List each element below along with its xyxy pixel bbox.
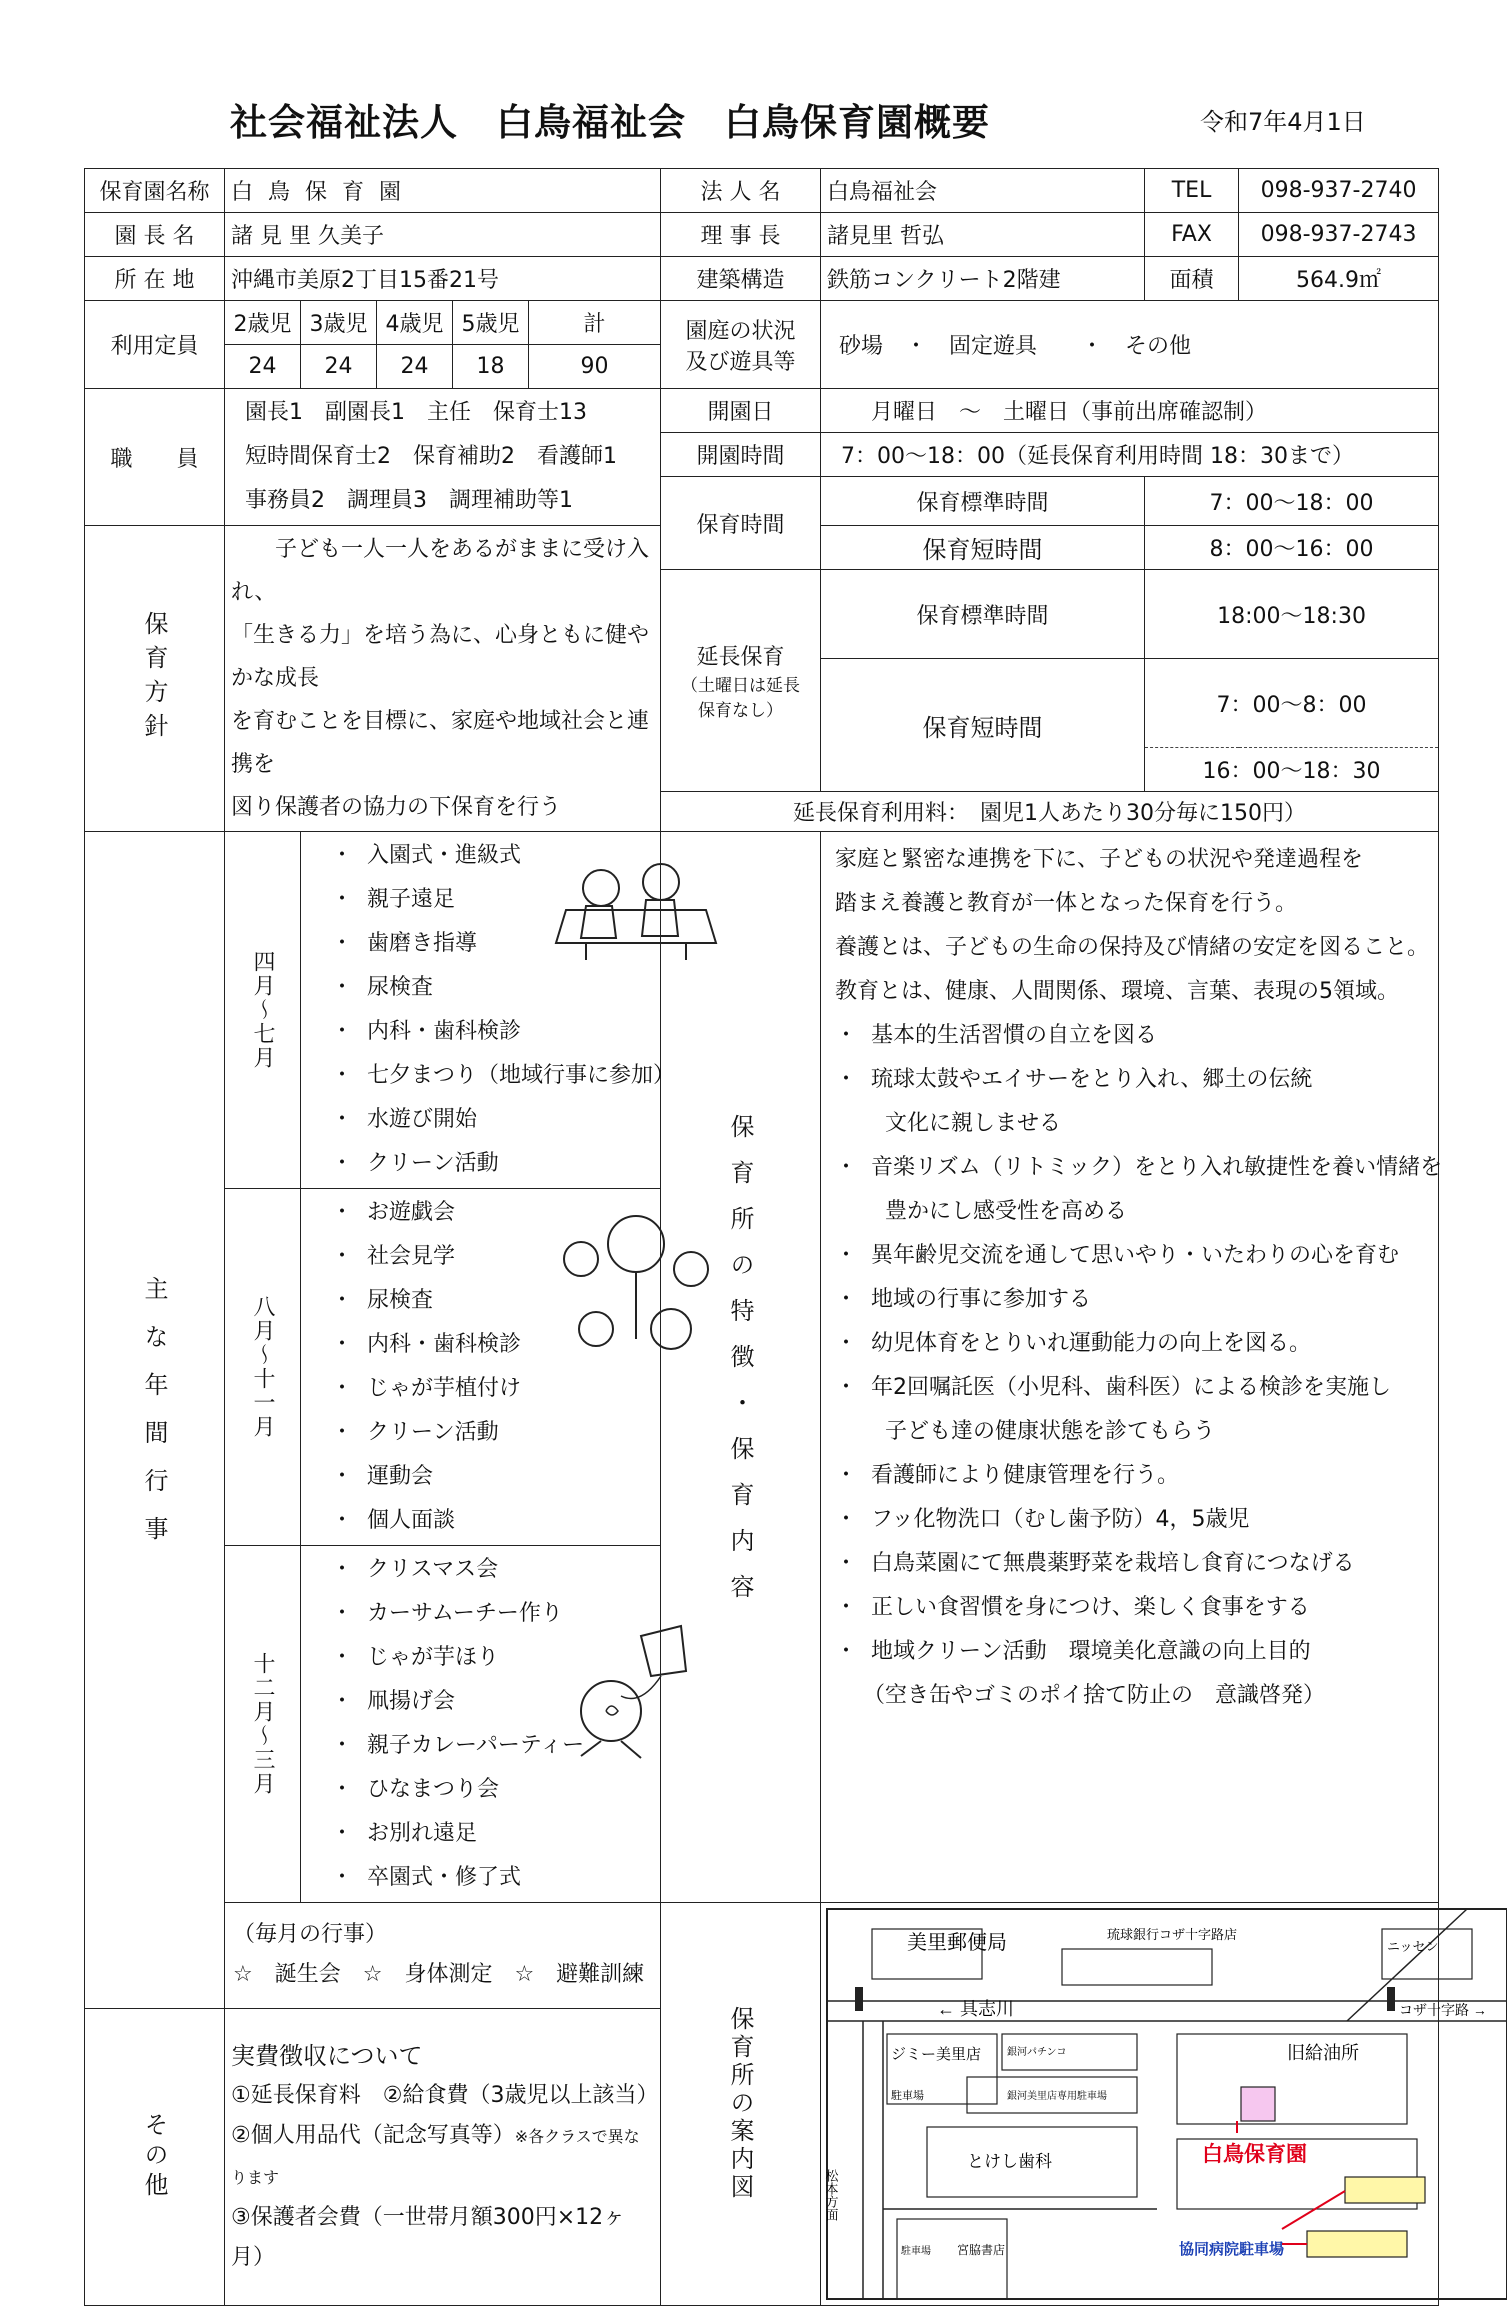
tel-value: 098-937-2740 xyxy=(1239,169,1439,213)
events-list-1 xyxy=(301,832,676,1189)
building-label: 建築構造 xyxy=(661,257,821,301)
policy-label-text: 保育方針 xyxy=(140,610,168,747)
policy-text xyxy=(225,526,661,832)
area-value: 564.9㎡ xyxy=(1239,257,1439,301)
feature-bullet: ・ 音楽リズム（リトミック）をとり入れ敏捷性を養い情緒を xyxy=(835,1146,1432,1190)
events-period-1 xyxy=(225,832,301,1189)
name-value: 白 鳥 保 育 園 xyxy=(225,169,661,213)
ext-short-value-2: 16：00～18：30 xyxy=(1145,748,1439,792)
capacity-header: 計 xyxy=(529,301,661,345)
event-item: ・ 尿検査 xyxy=(331,1279,654,1323)
map-parking2: 駐車場 xyxy=(901,2246,932,2257)
feature-bullet-cont: 文化に親しませる xyxy=(863,1111,1062,1136)
yard-label-1: 園庭の状況 xyxy=(685,318,796,344)
map-cell xyxy=(821,1903,1487,2306)
capacity-value: 24 xyxy=(377,345,453,389)
event-item: ・ 個人面談 xyxy=(331,1499,654,1543)
care-short-label: 保育短時間 xyxy=(821,526,1145,570)
event-item: ・ 卒園式・修了式 xyxy=(331,1856,654,1900)
other-line: 実費徴収について xyxy=(231,2041,423,2070)
map-jimmy: ジミー美里店 xyxy=(891,2046,982,2063)
other-text xyxy=(225,2008,661,2305)
staff-line: 短時間保育士2 保育補助2 看護師1 xyxy=(245,444,617,469)
children-ballgame-illustration xyxy=(541,1209,731,1379)
ext-std-label: 保育標準時間 xyxy=(821,570,1145,659)
event-item: ・ 尿検査 xyxy=(331,966,654,1010)
feature-bullet: ・ フッ化物洗口（むし歯予防）4，5歳児 xyxy=(835,1498,1432,1542)
map-ginga: 銀河パチンコ xyxy=(1007,2047,1067,2058)
event-item: ・ 運動会 xyxy=(331,1455,654,1499)
map-old-gas: 旧給油所 xyxy=(1287,2043,1360,2063)
capacity-header: 3歳児 xyxy=(301,301,377,345)
other-label-text: その他 xyxy=(140,2111,168,2202)
capacity-label: 利用定員 xyxy=(85,301,225,389)
event-item: ・ クリスマス会 xyxy=(331,1548,654,1592)
events-list-2 xyxy=(301,1189,661,1546)
ext-label xyxy=(661,570,821,792)
events-period-2 xyxy=(225,1189,301,1546)
capacity-header: 4歳児 xyxy=(377,301,453,345)
events-label-text: 主な年間行事 xyxy=(140,1275,168,1564)
event-item: ・ ひなまつり会 xyxy=(331,1768,654,1812)
care-short-value: 8：00～16：00 xyxy=(1145,526,1439,570)
fax-label: FAX xyxy=(1145,213,1239,257)
feature-bullet: ・ 基本的生活習慣の自立を図る xyxy=(835,1014,1432,1058)
open-time-label: 開園時間 xyxy=(661,433,821,477)
event-item: ・ じゃが芋植付け xyxy=(331,1367,654,1411)
map-parking1: 駐車場 xyxy=(891,2090,925,2102)
event-item: ・ 七夕まつり（地域行事に参加） xyxy=(331,1054,654,1098)
policy-line: 「生きる力」を培う為に、心身ともに健やかな成長 xyxy=(231,623,650,691)
overview-table xyxy=(84,168,1487,2306)
feature-bullet: ・ 地域クリーン活動 環境美化意識の向上目的 xyxy=(835,1630,1432,1674)
feature-bullet: ・ 地域の行事に参加する xyxy=(835,1278,1432,1322)
care-std-value: 7：00～18：00 xyxy=(1145,477,1439,526)
feature-bullet: ・ 正しい食習慣を身につけ、楽しく食事をする xyxy=(835,1586,1432,1630)
other-label xyxy=(85,2008,225,2305)
capacity-value: 24 xyxy=(225,345,301,389)
event-item: ・ 凧揚げ会 xyxy=(331,1680,654,1724)
feature-bullet-cont: 豊かにし感受性を高める xyxy=(863,1199,1128,1224)
page-title: 社会福祉法人 白鳥福祉会 白鳥保育園概要 xyxy=(230,101,990,144)
address-label: 所 在 地 xyxy=(85,257,225,301)
features-line: 養護とは、子どもの生命の保持及び情緒の安定を図ること。 xyxy=(835,935,1430,960)
area-label: 面積 xyxy=(1145,257,1239,301)
features-line: 家庭と緊密な連携を下に、子どもの状況や発達過程を xyxy=(835,847,1364,872)
other-line-with-note xyxy=(231,2116,654,2198)
address-value: 沖縄市美原2丁目15番21号 xyxy=(225,257,661,301)
events-period-3-text: 十二月～三月 xyxy=(250,1652,275,1796)
feature-bullet-cont: （空き缶やゴミのポイ捨て防止の 意識啓発） xyxy=(863,1683,1326,1708)
other-note: ※各クラスで異なります xyxy=(231,2126,640,2187)
children-picnic-illustration xyxy=(546,848,726,973)
event-item: ・ 歯磨き指導 xyxy=(331,922,654,966)
map-label xyxy=(661,1903,821,2306)
capacity-header: 5歳児 xyxy=(453,301,529,345)
staff-label: 職 員 xyxy=(85,389,225,526)
director-label: 園 長 名 xyxy=(85,213,225,257)
open-time-value: 7：00～18：00（延長保育利用時間 18：30まで） xyxy=(821,433,1439,477)
ext-short-value-1: 7：00～8：00 xyxy=(1145,659,1439,748)
event-item: ・ カーサムーチー作り xyxy=(331,1592,654,1636)
events-period-1-text: 四月～七月 xyxy=(250,950,275,1070)
feature-bullet: ・ 幼児体育をとりいれ運動能力の向上を図る。 xyxy=(835,1322,1432,1366)
map-ginga-parking: 銀河美里店専用駐車場 xyxy=(1007,2091,1108,2102)
event-item: ・ 水遊び開始 xyxy=(331,1098,654,1142)
feature-bullet-cont: 子ども達の健康状態を診てもらう xyxy=(863,1419,1216,1444)
event-item: ・ 親子カレーパーティー xyxy=(331,1724,654,1768)
map-hospital: 協同病院駐車場 xyxy=(1179,2241,1285,2258)
map-gushikawa: ← 具志川 xyxy=(937,1999,1015,2019)
ext-short-label: 保育短時間 xyxy=(821,659,1145,792)
events-label xyxy=(85,832,225,2009)
corp-value: 白鳥福祉会 xyxy=(821,169,1145,213)
features-line: 踏まえ養護と教育が一体となった保育を行う。 xyxy=(835,891,1298,916)
feature-bullet: ・ 琉球太鼓やエイサーをとり入れ、郷土の伝統 xyxy=(835,1058,1432,1102)
monthly-events xyxy=(225,1903,661,2009)
chair-value: 諸見里 哲弘 xyxy=(821,213,1145,257)
map-nissen: ニッセン xyxy=(1387,1939,1439,1954)
ext-std-value: 18:00～18:30 xyxy=(1145,570,1439,659)
events-period-3 xyxy=(225,1546,301,1903)
event-item: ・ お別れ遠足 xyxy=(331,1812,654,1856)
corp-label: 法 人 名 xyxy=(661,169,821,213)
event-item: ・ 親子遠足 xyxy=(331,878,654,922)
yard-value: 砂場 ・ 固定遊具 ・ その他 xyxy=(821,301,1439,389)
ext-fee: 延長保育利用料： 園児1人あたり30分毎に150円） xyxy=(661,792,1439,832)
open-day-value: 月曜日 ～ 土曜日（事前出席確認制） xyxy=(821,389,1439,433)
other-line: ①延長保育料 ②給食費（3歳児以上該当） xyxy=(231,2082,659,2108)
name-label: 保育園名称 xyxy=(85,169,225,213)
tel-label: TEL xyxy=(1145,169,1239,213)
feature-bullet: ・ 年2回嘱託医（小児科、歯科医）による検診を実施し xyxy=(835,1366,1432,1410)
capacity-value: 24 xyxy=(301,345,377,389)
features-label-text: 保育所の特徴・保育内容 xyxy=(726,1114,755,1620)
event-item: ・ 内科・歯科検診 xyxy=(331,1010,654,1054)
director-value: 諸 見 里 久美子 xyxy=(225,213,661,257)
location-map xyxy=(823,1909,1507,2299)
feature-bullet: ・ 看護師により健康管理を行う。 xyxy=(835,1454,1432,1498)
care-std-label: 保育標準時間 xyxy=(821,477,1145,526)
capacity-header: 2歳児 xyxy=(225,301,301,345)
events-period-2-text: 八月～十一月 xyxy=(250,1295,275,1439)
ext-note-2: 保育なし） xyxy=(698,701,784,721)
yard-label-2: 及び遊具等 xyxy=(685,349,796,375)
map-post-office: 美里郵便局 xyxy=(907,1932,1008,1954)
map-miyazato: 宮脇書店 xyxy=(957,2243,1006,2257)
map-toge: とけし歯科 xyxy=(967,2152,1053,2171)
event-item: ・ クリーン活動 xyxy=(331,1411,654,1455)
chair-label: 理 事 長 xyxy=(661,213,821,257)
feature-bullet: ・ 白鳥菜園にて無農薬野菜を栽培し食育につなげる xyxy=(835,1542,1432,1586)
care-label: 保育時間 xyxy=(661,477,821,570)
feature-bullet: ・ 異年齢児交流を通して思いやり・いたわりの心を育む xyxy=(835,1234,1432,1278)
child-kite-illustration xyxy=(521,1626,731,1766)
policy-label xyxy=(85,526,225,832)
event-item: ・ お遊戯会 xyxy=(331,1191,654,1235)
date: 令和7年4月1日 xyxy=(1200,108,1366,136)
open-day-label: 開園日 xyxy=(661,389,821,433)
other-line: ②個人用品代（記念写真等） xyxy=(231,2122,515,2148)
event-item: ・ 内科・歯科検診 xyxy=(331,1323,654,1367)
map-label-text: 保育所の案内図 xyxy=(726,2006,755,2202)
map-nursery: 白鳥保育園 xyxy=(1202,2143,1308,2166)
building-value: 鉄筋コンクリート2階建 xyxy=(821,257,1145,301)
features-text xyxy=(821,832,1443,1903)
monthly-items: ☆ 誕生会 ☆ 身体測定 ☆ 避難訓練 xyxy=(233,1962,645,1988)
map-koza: コザ十字路 → xyxy=(1399,2002,1487,2018)
ext-label-text: 延長保育 xyxy=(696,645,785,670)
policy-line: 子ども一人一人をあるがままに受け入れ、 xyxy=(231,537,650,605)
other-line: ③保護者会費（一世帯月額300円×12ヶ月） xyxy=(231,2204,626,2270)
policy-line: 図り保護者の協力の下保育を行う xyxy=(231,795,562,820)
event-item: ・ クリーン活動 xyxy=(331,1142,654,1186)
features-line: 教育とは、健康、人間関係、環境、言葉、表現の5領域。 xyxy=(835,979,1400,1004)
fax-value: 098-937-2743 xyxy=(1239,213,1439,257)
capacity-value: 90 xyxy=(529,345,661,389)
ext-note-1: （土曜日は延長 xyxy=(681,676,801,696)
staff-lines xyxy=(225,389,661,526)
map-matsumoto: 松本方面 xyxy=(823,2169,839,2221)
capacity-value: 18 xyxy=(453,345,529,389)
policy-line: を育むことを目標に、家庭や地域社会と連携を xyxy=(231,709,650,777)
map-bank: 琉球銀行コザ十字路店 xyxy=(1107,1927,1238,1942)
monthly-title: （毎月の行事） xyxy=(233,1922,388,1948)
event-item: ・ 社会見学 xyxy=(331,1235,654,1279)
event-item: ・ 入園式・進級式 xyxy=(331,834,654,878)
events-list-3 xyxy=(301,1546,661,1903)
yard-label xyxy=(661,301,821,389)
staff-line: 園長1 副園長1 主任 保育士13 xyxy=(245,400,587,425)
staff-line: 事務員2 調理員3 調理補助等1 xyxy=(245,488,573,513)
event-item: ・ じゃが芋ほり xyxy=(331,1636,654,1680)
